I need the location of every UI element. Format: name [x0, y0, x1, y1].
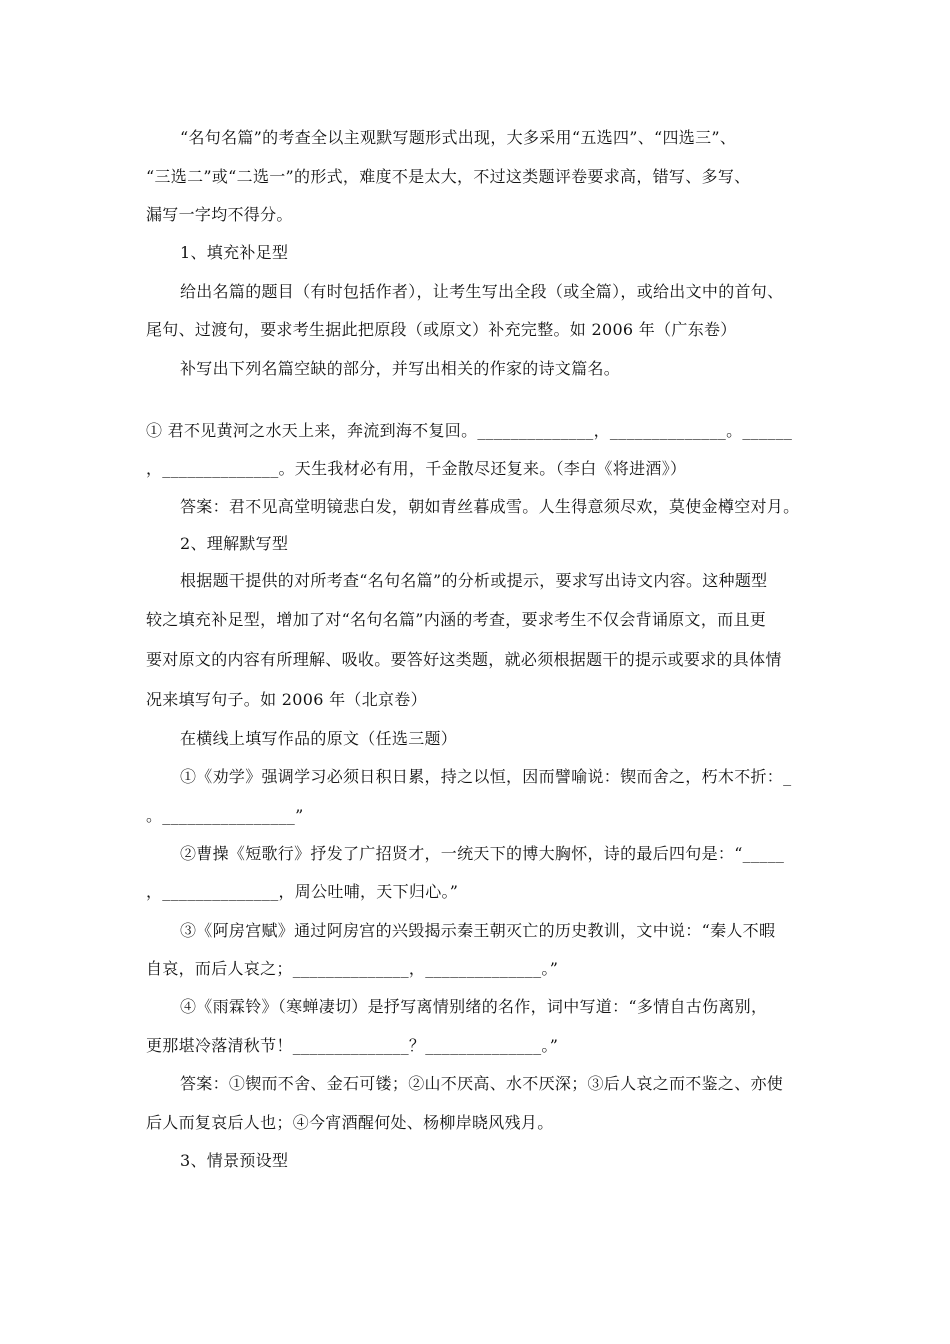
question-line: ，______________，周公吐哺，天下归心。”: [146, 882, 459, 901]
text-line: “三选二”或“二选一”的形式，难度不是太大，不过这类题评卷要求高，错写、多写、: [146, 167, 751, 186]
text-line: “名句名篇”的考查全以主观默写题形式出现，大多采用“五选四”、“四选三”、: [180, 128, 737, 147]
answer-line: 答案：①锲而不舍、金石可镂；②山不厌高、水不厌深；③后人哀之而不鉴之、亦使: [180, 1074, 784, 1093]
question-line: ① 君不见黄河之水天上来，奔流到海不复回。______________，______________。______: [146, 421, 793, 440]
section-heading: 1、填充补足型: [180, 243, 289, 262]
text-line: 在横线上填写作品的原文（任选三题）: [180, 729, 458, 748]
answer-line: 答案：君不见高堂明镜悲白发，朝如青丝暮成雪。人生得意须尽欢，莫使金樽空对月。: [180, 497, 800, 516]
text-line: 较之填充补足型，增加了对“名句名篇”内涵的考查，要求考生不仅会背诵原文，而且更: [146, 610, 767, 629]
question-line: 。________________”: [146, 806, 304, 825]
text-line: 况来填写句子。如 2006 年（北京卷）: [146, 690, 427, 709]
text-line: 根据题干提供的对所考查“名句名篇”的分析或提示，要求写出诗文内容。这种题型: [180, 571, 768, 590]
question-line: 更那堪冷落清秋节！______________？______________。”: [146, 1036, 559, 1055]
question-line: ，______________。天生我材必有用，千金散尽还复来。（李白《将进酒》）: [146, 459, 687, 478]
answer-line: 后人而复哀后人也；④今宵酒醒何处、杨柳岸晓风残月。: [146, 1113, 554, 1132]
text-line: 尾句、过渡句，要求考生据此把原段（或原文）补充完整。如 2006 年（广东卷）: [146, 320, 737, 339]
section-heading: 2、理解默写型: [180, 534, 289, 553]
question-line: ④《雨霖铃》（寒蝉凄切）是抒写离情别绪的名作，词中写道：“多情自古伤离别，: [180, 997, 768, 1016]
question-line: 自哀，而后人哀之；______________，______________。”: [146, 959, 559, 978]
text-line: 要对原文的内容有所理解、吸收。要答好这类题，就必须根据题干的提示或要求的具体情: [146, 650, 782, 669]
text-line: 补写出下列名篇空缺的部分，并写出相关的作家的诗文篇名。: [180, 359, 621, 378]
question-line: ②曹操《短歌行》抒发了广招贤才，一统天下的博大胸怀，诗的最后四句是：“_____: [180, 844, 785, 863]
section-heading: 3、情景预设型: [180, 1151, 289, 1170]
text-line: 给出名篇的题目（有时包括作者），让考生写出全段（或全篇），或给出文中的首句、: [180, 282, 784, 301]
question-line: ③《阿房宫赋》通过阿房宫的兴毁揭示秦王朝灭亡的历史教训，文中说：“秦人不暇: [180, 921, 776, 940]
text-line: 漏写一字均不得分。: [146, 205, 293, 224]
question-line: ①《劝学》强调学习必须日积日累，持之以恒，因而譬喻说：锲而舍之，朽木不折：_: [180, 767, 792, 786]
